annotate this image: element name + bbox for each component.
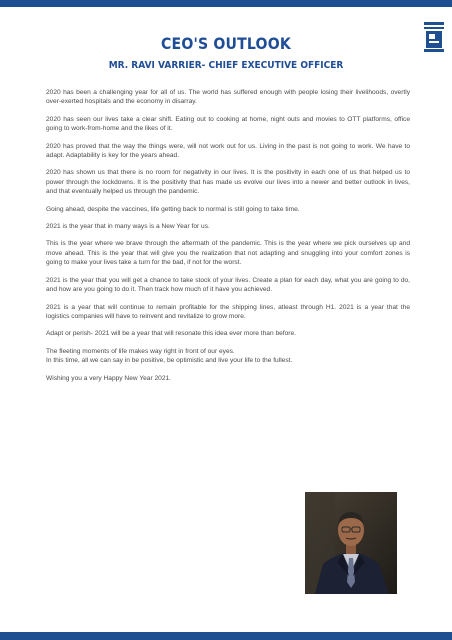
bottom-accent-bar bbox=[0, 632, 452, 640]
paragraph: 2020 has proved that the way the things were, will not work out for us. Living in the past is not going to work. We have to adapt. Adaptability is key for the years ahead. bbox=[46, 142, 410, 160]
letter-body bbox=[46, 88, 410, 391]
paragraph: Adapt or perish- 2021 will be a year that will resonate this idea ever more than before. bbox=[46, 330, 296, 338]
ceo-portrait-illustration bbox=[305, 492, 397, 594]
ceo-portrait-photo bbox=[305, 492, 397, 594]
paragraph: Going ahead, despite the vaccines, life getting back to normal is still going to take time. bbox=[46, 205, 300, 213]
page-title: CEO'S OUTLOOK bbox=[161, 34, 291, 53]
paragraph: 2021 is the year that in many ways is a New Year for us. bbox=[46, 223, 210, 231]
company-logo-icon bbox=[424, 22, 444, 52]
top-accent-bar bbox=[0, 0, 452, 7]
paragraph: 2020 has shown us that there is no room for negativity in our lives. It is the positivity in each one of us that helped us to power through the lockdowns. It is the positivity that has made us evolve our lives into a newer and better outlook in lives, and that eventually helped us through the pandemic. bbox=[46, 169, 410, 196]
paragraph: The fleeting moments of life makes way right in front of our eyes. bbox=[46, 347, 235, 355]
paragraph: This is the year where we brave through the aftermath of the pandemic. This is the year where we pick ourselves up and move ahead. This is the year that will give you the realization that not adapting and snuggling into your comfort zones is going to make your lives take a turn for the bad, if not for the worst. bbox=[46, 240, 410, 267]
paragraph: 2020 has seen our lives take a clear shift. Eating out to cooking at home, night outs and movies to OTT platforms, office going to work-from-home and the likes of it. bbox=[46, 115, 410, 133]
page-subtitle: MR. RAVI VARRIER- CHIEF EXECUTIVE OFFICER bbox=[108, 60, 344, 71]
paragraph: In this time, all we can say in be positive, be optimistic and live your life to the fullest. bbox=[46, 357, 293, 365]
paragraph: 2021 is a year that will continue to remain profitable for the shipping lines, atleast through H1. 2021 is a year that the logistics companies will have to reinvent and revitalize to grow more. bbox=[46, 303, 410, 320]
paragraph: Wishing you a very Happy New Year 2021. bbox=[46, 374, 171, 382]
paragraph: 2020 has been a challenging year for all of us. The world has suffered enough with people losing their livelihoods, overtly over-exerted hospitals and the economy in disarray. bbox=[46, 89, 410, 106]
paragraph: 2021 is the year that you will get a chance to take stock of your lives. Create a plan for each day, what you are going to do, and how are you going to do it. Then track how much of it have you achieved. bbox=[46, 276, 410, 294]
